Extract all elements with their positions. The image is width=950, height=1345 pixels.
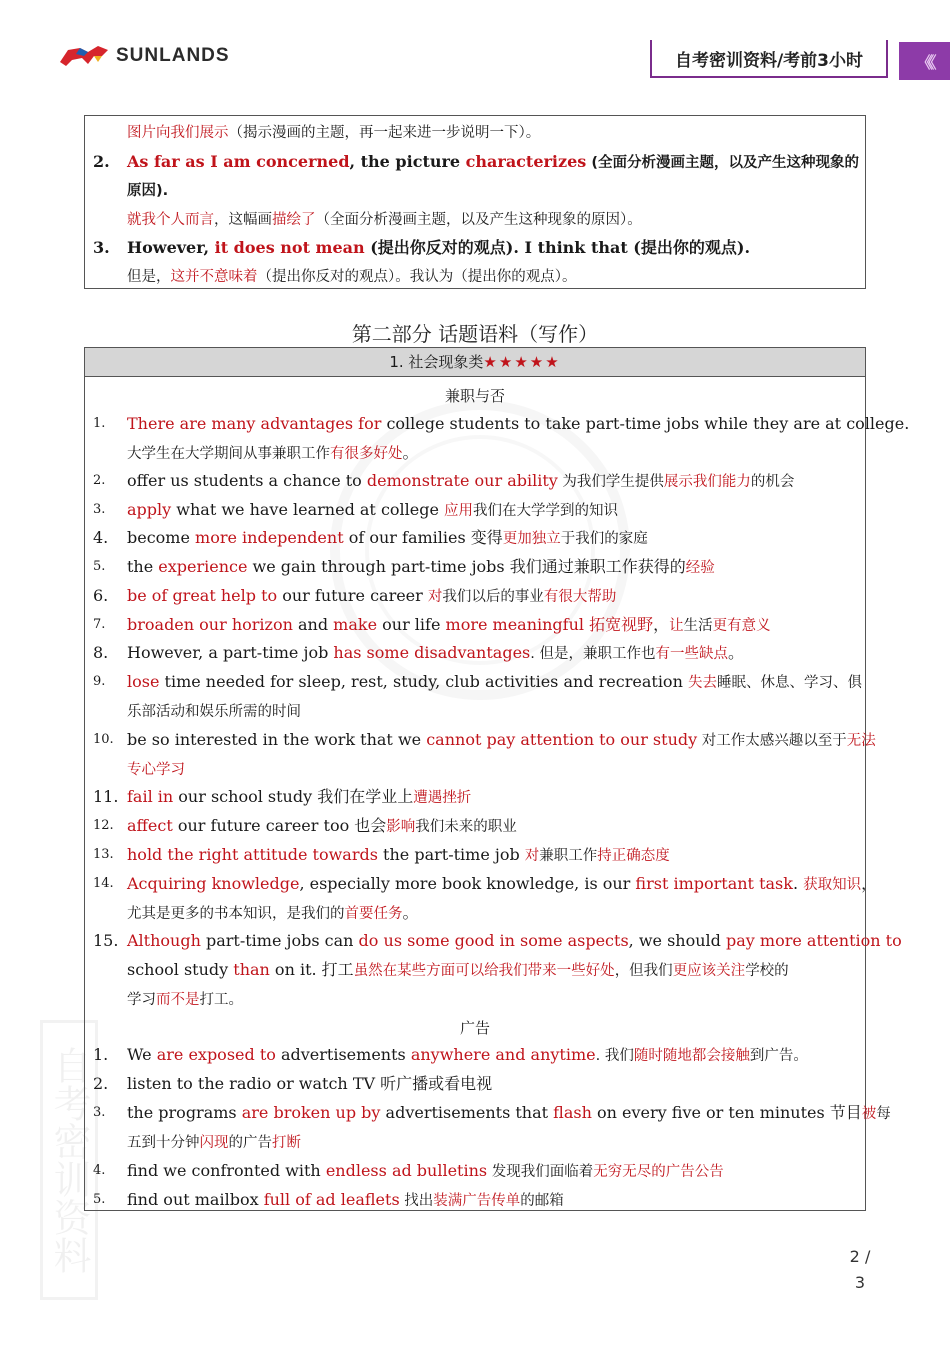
item-text (127, 845, 670, 866)
logo-animal-icon (58, 44, 110, 68)
item-text (127, 1074, 492, 1094)
plain-text: 我们在大学学到的知识 (473, 503, 619, 519)
item-number: 15. (93, 931, 119, 950)
item-text (127, 1045, 808, 1066)
sunlands-logo (58, 42, 230, 70)
plain-text: advertisements (275, 1045, 411, 1064)
rich-text (127, 152, 859, 173)
plain-text: find out mailbox (127, 1190, 264, 1209)
highlight-text: 随时随地都会接触 (633, 1048, 750, 1064)
item-text (127, 874, 877, 895)
highlight-text: 失去 (687, 675, 717, 691)
plain-text: 打工。 (199, 992, 243, 1008)
item-number: 10. (93, 732, 114, 747)
header-title: 自考密训资料/考前3小时 (674, 50, 864, 71)
highlight-text: 这并不意味着 (170, 269, 258, 285)
plain-text: our life (377, 615, 446, 634)
highlight-text: characterizes (465, 152, 587, 171)
highlight-text: 更加独立 (502, 531, 561, 547)
plain-text: （揭示漫画的主题，再一起来进一步说明一下）。 (228, 125, 541, 141)
highlight-text: full of ad leaflets (263, 1190, 400, 1209)
plain-text: 学校的 (745, 963, 789, 979)
highlight-text: more meaningful 拓宽视野 (445, 615, 654, 634)
highlight-text: 持正确态度 (597, 848, 670, 864)
highlight-text: experience (158, 557, 248, 576)
highlight-text: 专心学习 (127, 762, 185, 778)
item-number: 4. (93, 1163, 106, 1178)
plain-text: our future career (277, 586, 428, 605)
item-text (127, 443, 419, 464)
item-number: 5. (93, 559, 106, 574)
header-tab (899, 42, 950, 80)
category-header (85, 348, 865, 377)
page-current: 2 / (849, 1247, 871, 1266)
plain-text: ， (861, 874, 878, 893)
item-text (127, 787, 471, 808)
plain-text: 兼职工作 (539, 848, 598, 864)
highlight-text: 就我个人而言 (127, 212, 214, 228)
highlight-text: 装满广告传单 (433, 1193, 521, 1209)
plain-text: the programs (127, 1103, 242, 1122)
item-text (127, 557, 715, 578)
plain-text: listen to the radio or watch TV 听广播或看电视 (127, 1074, 493, 1093)
highlight-text: do us some good in some aspects (358, 931, 629, 950)
item-number: 9. (93, 674, 106, 689)
plain-text: 大学生在大学期间从事兼职工作 (127, 446, 330, 462)
item-text (127, 759, 185, 780)
plain-text: 五到十分钟 (127, 1135, 200, 1151)
plain-text: 发现我们面临着 (487, 1164, 594, 1180)
highlight-text: 展示我们能力 (663, 474, 751, 490)
highlight-text: has some disadvantages (333, 643, 531, 662)
item-number: 3. (93, 502, 106, 517)
highlight-text: 影响 (386, 819, 416, 835)
item-text (127, 701, 301, 722)
plain-text: advertisements that (380, 1103, 554, 1122)
highlight-text: pay more attention to (725, 931, 902, 950)
header-title-box (650, 40, 888, 78)
highlight-text: 图片向我们展示 (127, 125, 229, 141)
plain-text: of our families 变得 (343, 528, 503, 547)
section-title: 第二部分 话题语料（写作） (351, 322, 599, 346)
plain-text: be so interested in the work that we (127, 730, 427, 749)
item-number: 13. (93, 847, 114, 862)
item-number: 8. (93, 643, 109, 662)
highlight-text: make (333, 615, 378, 634)
highlight-text: 让 (669, 618, 684, 634)
plain-text: （提出你反对的观点）。我认为（提出你的观点）。 (257, 269, 577, 285)
item-number: 2. (93, 473, 106, 488)
plain-text: 。 (402, 443, 419, 462)
plain-text: we gain through part-time jobs 我们通过兼职工作获得的 (247, 557, 686, 576)
page-number (840, 1244, 880, 1296)
rich-text (127, 210, 642, 230)
highlight-text: 更应该关注 (672, 963, 746, 979)
plain-text: 我们未来的职业 (415, 819, 517, 835)
double-chevron-icon: 《《 (916, 52, 933, 72)
highlight-text: 闪现 (199, 1135, 229, 1151)
item-text (127, 1132, 301, 1153)
highlight-text: 有很大帮助 (543, 589, 617, 605)
highlight-text: 更有意义 (712, 618, 771, 634)
item-text (127, 730, 876, 751)
item-text (127, 672, 862, 693)
item-text (127, 528, 648, 549)
item-number: 1. (93, 1045, 109, 1064)
item-number: 6. (93, 586, 109, 605)
highlight-text: lose (127, 672, 160, 691)
item-text (127, 816, 517, 837)
highlight-text: Although (127, 931, 201, 950)
highlight-text: 经验 (685, 560, 715, 576)
item-text (127, 586, 616, 607)
highlight-text: 而不是 (156, 992, 200, 1008)
highlight-text: first important task (635, 874, 793, 893)
item-text (127, 500, 618, 521)
highlight-text: are exposed to (156, 1045, 276, 1064)
plain-text: However, (127, 238, 215, 257)
highlight-text: There are many advantages for (127, 414, 382, 433)
highlight-text: cannot pay attention to our study (426, 730, 698, 749)
highlight-text: endless ad bulletins (325, 1161, 488, 1180)
plain-text: on it. 打工 (269, 960, 354, 979)
item-text (127, 1103, 891, 1124)
plain-text: 。 (402, 903, 419, 922)
plain-text: 对工作太感兴趣以至于 (697, 733, 847, 749)
highlight-text: flash (553, 1103, 592, 1122)
plain-text: 的邮箱 (520, 1193, 564, 1209)
highlight-text: demonstrate our ability (366, 471, 558, 490)
plain-text: 的机会 (750, 474, 795, 490)
highlight-text: 对 (427, 589, 443, 605)
highlight-text: 有一些缺点 (655, 646, 728, 662)
item-number: 3. (93, 238, 110, 257)
plain-text: become (127, 528, 196, 547)
highlight-text: fail in (127, 787, 174, 806)
item-text (127, 960, 789, 981)
highlight-text: 描绘了 (272, 212, 316, 228)
rating-stars: ★★★★★ (483, 353, 561, 371)
plain-text: offer us students a chance to (127, 471, 367, 490)
plain-text: school study (127, 960, 234, 979)
plain-text: (全面分析漫画主题，以及产生这种现象的 (586, 155, 859, 171)
subheading-advertising: 广告 (459, 1019, 490, 1037)
highlight-text: 有很多好处 (330, 446, 403, 462)
plain-text: 睡眠、休息、学习、俱 (716, 675, 862, 691)
plain-text: 为我们学生提供 (557, 474, 664, 490)
item-text (127, 471, 794, 492)
plain-text: our future career too 也会 (172, 816, 387, 835)
plain-text: , especially more book knowledge, is our (299, 874, 636, 893)
plain-text: find we confronted with (127, 1161, 326, 1180)
highlight-text: broaden our horizon (127, 615, 293, 634)
plain-text: 。 (727, 643, 744, 662)
plain-text: 乐部活动和娱乐所需的时间 (127, 704, 301, 720)
highlight-text: be of great help to (127, 586, 278, 605)
highlight-text: affect (127, 816, 173, 835)
highlight-text: anywhere and anytime (410, 1045, 596, 1064)
item-text: 原因). (127, 183, 169, 199)
plain-text: 的广告 (228, 1135, 272, 1151)
plain-text: our school study 我们在学业上 (173, 787, 414, 806)
highlight-text: hold the right attitude towards (127, 845, 378, 864)
plain-text: . 但是，兼职工作也 (530, 646, 656, 662)
plain-text: . (792, 874, 804, 893)
plain-text: 到广告。 (749, 1048, 808, 1064)
plain-text: what we have learned at college (171, 500, 445, 519)
plain-text: 学习 (127, 992, 156, 1008)
plain-text: part-time jobs can (200, 931, 359, 950)
item-number: 14. (93, 876, 114, 891)
plain-text: 我们以后的事业 (442, 589, 544, 605)
item-number: 12. (93, 818, 114, 833)
page-total: 3 (854, 1273, 866, 1292)
highlight-text: 对 (524, 848, 540, 864)
plain-text: , the picture (349, 152, 466, 171)
item-text (127, 931, 902, 951)
item-number: 3. (93, 1105, 106, 1120)
plain-text: However, a part-time job (127, 643, 334, 662)
highlight-text: apply (127, 500, 172, 519)
highlight-text: than (233, 960, 270, 979)
template-box (84, 115, 866, 289)
side-watermark: 自考密训资料 (40, 1020, 98, 1300)
plain-text: , we should (628, 931, 726, 950)
category-label: 1. 社会现象类 (389, 353, 484, 371)
brand-name: SUNLANDS (116, 45, 230, 66)
plain-text: 每 (876, 1106, 891, 1122)
plain-text: time needed for sleep, rest, study, club activities and recreation (159, 672, 688, 691)
item-text (127, 903, 419, 924)
plain-text: 尤其是更多的书本知识，是我们的 (127, 906, 345, 922)
plain-text: on every five or ten minutes 节目 (591, 1103, 862, 1122)
item-text (127, 414, 909, 434)
highlight-text: 被 (861, 1106, 877, 1122)
rich-text (127, 123, 540, 143)
item-number: 5. (93, 1192, 106, 1207)
item-number: 7. (93, 617, 106, 632)
plain-text: ，但我们 (614, 963, 673, 979)
item-number: 1. (93, 416, 106, 431)
subheading-part-time: 兼职与否 (444, 387, 505, 405)
rich-text (127, 267, 577, 287)
highlight-text: 获取知识 (803, 877, 862, 893)
plain-text: （全面分析漫画主题，以及产生这种现象的原因）。 (315, 212, 642, 228)
item-number: 4. (93, 528, 109, 547)
highlight-text: 无穷无尽的广告公告 (593, 1164, 724, 1180)
plain-text: ， (653, 615, 670, 634)
highlight-text: 虽然在某些方面可以给我们带来一些好处 (353, 963, 615, 979)
topic-box (84, 347, 910, 1211)
highlight-text: 打断 (272, 1135, 301, 1151)
item-text (127, 643, 744, 664)
item-number: 11. (93, 787, 119, 806)
plain-text: (提出你反对的观点). I think that (提出你的观点). (364, 238, 751, 257)
plain-text: 于我们的家庭 (560, 531, 648, 547)
highlight-text: it does not mean (214, 238, 365, 257)
plain-text: ，这幅画 (214, 212, 272, 228)
highlight-text: 应用 (444, 503, 474, 519)
item-text (127, 1161, 724, 1182)
item-text (127, 989, 243, 1010)
item-number: 2. (93, 1074, 109, 1093)
item-text (127, 615, 771, 636)
plain-text: . 我们 (595, 1048, 634, 1064)
highlight-text: more independent (195, 528, 344, 547)
plain-text: We (127, 1045, 157, 1064)
plain-text: college students to take part-time jobs while they are at college. (381, 414, 910, 433)
plain-text: the (127, 557, 159, 576)
rich-text (127, 238, 750, 258)
plain-text: the part-time job (377, 845, 525, 864)
plain-text: 但是， (127, 269, 171, 285)
highlight-text: 首要任务 (344, 906, 403, 922)
highlight-text: Acquiring knowledge (127, 874, 300, 893)
plain-text: 找出 (399, 1193, 434, 1209)
highlight-text: As far as I am concerned (127, 152, 350, 171)
highlight-text: are broken up by (241, 1103, 381, 1122)
plain-text: and (292, 615, 334, 634)
highlight-text: 无法 (846, 733, 876, 749)
item-text (127, 1190, 564, 1211)
plain-text: 生活 (683, 618, 713, 634)
highlight-text: 遭遇挫折 (413, 790, 472, 806)
item-number: 2. (93, 152, 110, 171)
